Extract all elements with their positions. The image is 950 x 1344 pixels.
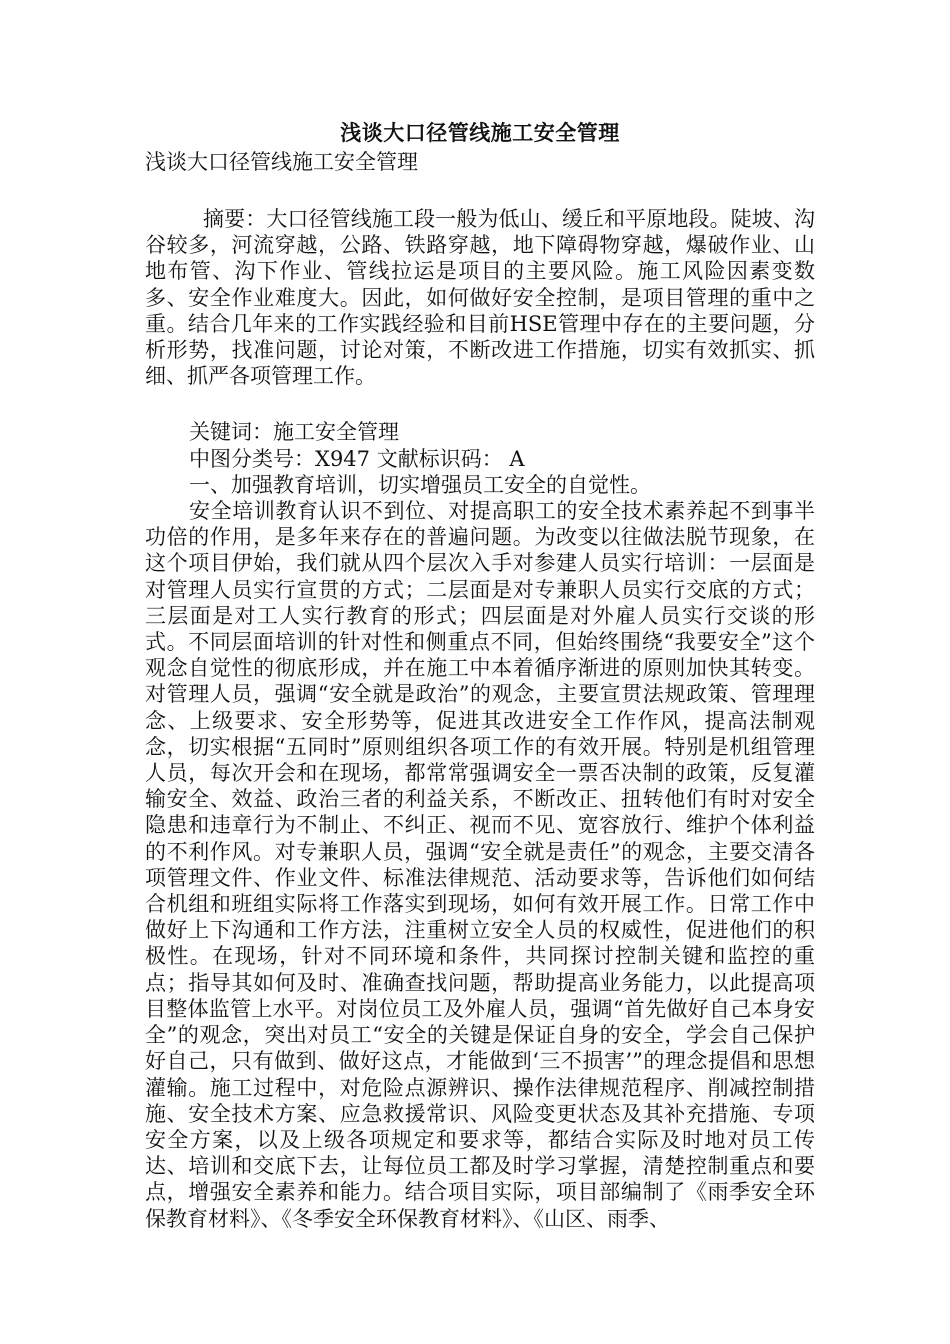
classification-line: 中图分类号：X947 文献标识码： A — [189, 446, 525, 471]
keywords-line: 关键词：施工安全管理 — [189, 420, 399, 445]
abstract-paragraph: 摘要：大口径管线施工段一般为低山、缓丘和平原地段。陡坡、沟谷较多，河流穿越，公路、铁路穿越，地下障碍物穿越，爆破作业、山地布管、沟下作业、管线拉运是项目的主要风险。施工风险因素变数多、安全作业难度大。因此，如何做好安全控制，是项目管理的重中之重。结合几年来的工作实践经验和目前HSE管理中存在的主要问题，分析形势，找准问题，讨论对策，不断改进工作措施，切实有效抓实、抓细、抓严各项管理工作。 — [145, 207, 815, 389]
section-heading: 一、加强教育培训，切实增强员工安全的自觉性。 — [189, 472, 651, 497]
section-body-paragraph: 安全培训教育认识不到位、对提高职工的安全技术素养起不到事半功倍的作用，是多年来存在的普遍问题。为改变以往做法脱节现象，在这个项目伊始，我们就从四个层次入手对参建人员实行培训：一层面是对管理人员实行宣贯的方式；二层面是对专兼职人员实行交底的方式；三层面是对工人实行教育的形式；四层面是对外雇人员实行交谈的形式。不同层面培训的针对性和侧重点不同，但始终围绕“我要安全”这个观念自觉性的彻底形成，并在施工中本着循序渐进的原则加快其转变。对管理人员，强调“安全就是政治”的观念，主要宣贯法规政策、管理理念、上级要求、安全形势等，促进其改进安全工作作风，提高法制观念，切实根据“五同时”原则组织各项工作的有效开展。特别是机组管理人员，每次开会和在现场，都常常强调安全一票否决制的政策，反复灌输安全、效益、政治三者的利益关系，不断改正、扭转他们有时对安全隐患和违章行为不制止、不纠正、视而不见、宽容放行、维护个体利益的不利作风。对专兼职人员，强调“安全就是责任”的观念，主要交清各项管理文件、作业文件、标准法律规范、活动要求等，告诉他们如何结合机组和班组实际将工作落实到现场，如何有效开展工作。日常工作中做好上下沟通和工作方法，注重树立安全人员的权威性，促进他们的积极性。在现场，针对不同环境和条件，共同探讨控制关键和监控的重点；指导其如何及时、准确查找问题，帮助提高业务能力，以此提高项目整体监管上水平。对岗位员工及外雇人员，强调“首先做好自己本身安全”的观念，突出对员工“安全的关键是保证自身的安全，学会自己保护好自己，只有做到、做好这点，才能做到‘三不损害’”的理念提倡和思想灌输。施工过程中，对危险点源辨识、操作法律规范程序、削减控制措施、安全技术方案、应急救援常识、风险变更状态及其补充措施、专项安全方案，以及上级各项规定和要求等，都结合实际及时地对员工传达、培训和交底下去，让每位员工都及时学习掌握，清楚控制重点和要点，增强安全素养和能力。结合项目实际，项目部编制了《雨季安全环保教育材料》、《冬季安全环保教育材料》、《山区、雨季、 — [145, 499, 815, 1231]
paragraph-gap — [145, 389, 815, 419]
document-page — [145, 118, 815, 1232]
document-title: 浅谈大口径管线施工安全管理 — [340, 120, 620, 145]
document-subtitle: 浅谈大口径管线施工安全管理 — [145, 150, 418, 174]
